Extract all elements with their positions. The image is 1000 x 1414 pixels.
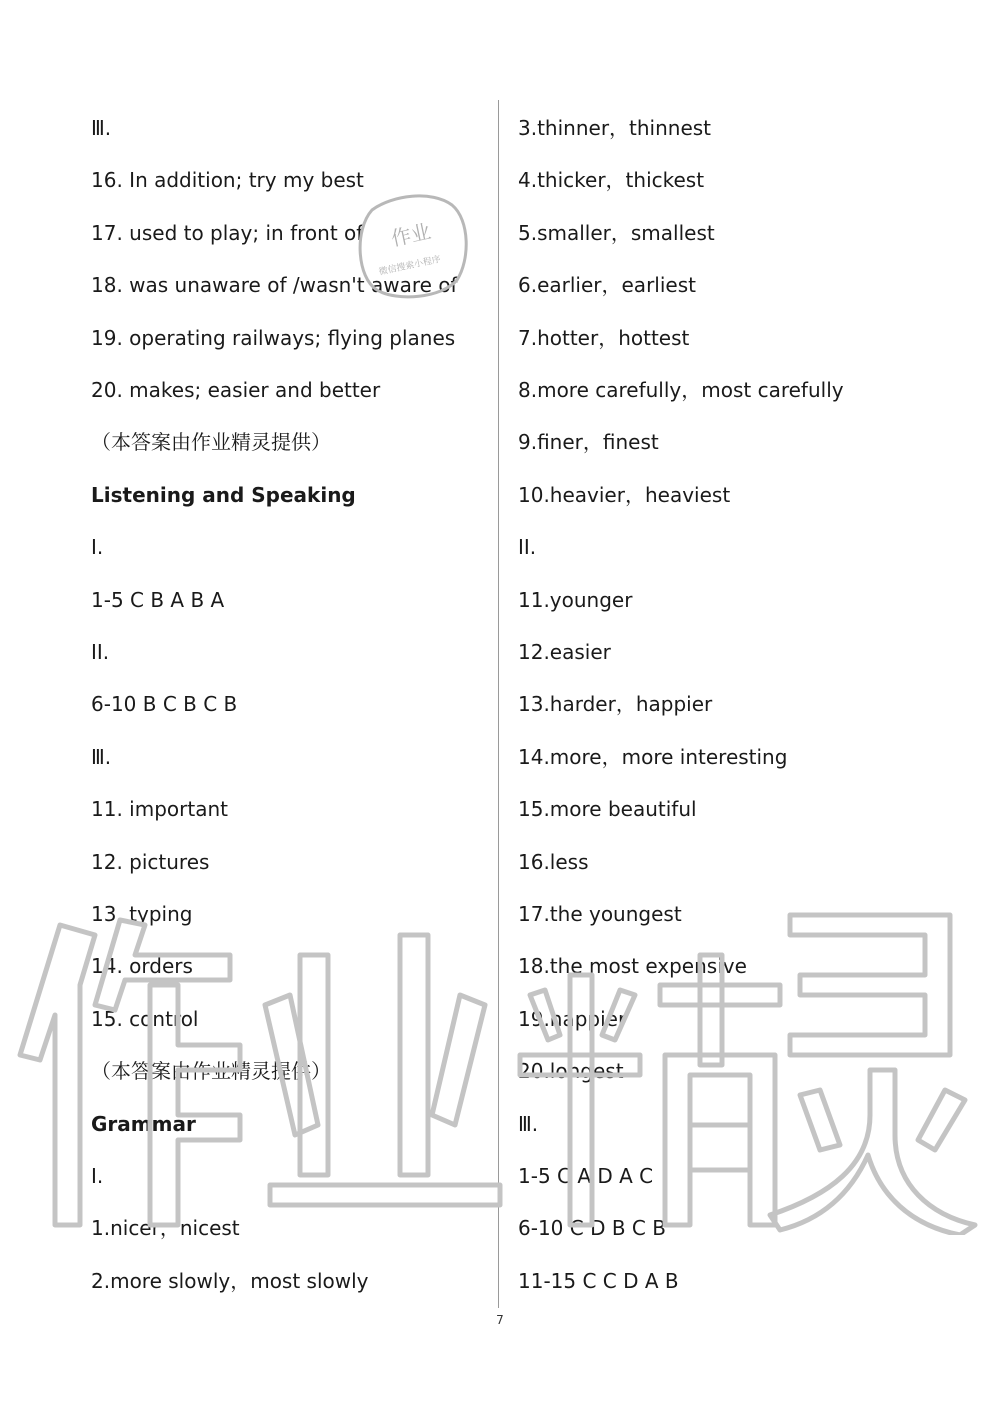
- answer-line: 10.heavier，heaviest: [518, 482, 731, 507]
- page-number: 7: [496, 1313, 504, 1327]
- answer-line: II.: [91, 640, 110, 664]
- answer-line: 20.longest: [518, 1059, 624, 1084]
- answer-line: 16. In addition; try my best: [91, 168, 364, 193]
- answer-line: 18.the most expensive: [518, 954, 747, 979]
- answer-line: Ⅲ.: [91, 116, 112, 140]
- answer-line: 1-5 C A D A C: [518, 1164, 654, 1188]
- answer-line: I.: [91, 535, 104, 560]
- answer-line: 12.easier: [518, 640, 611, 664]
- answer-line: 1.nicer，nicest: [91, 1216, 240, 1241]
- column-divider: [498, 100, 499, 1308]
- answer-line: I.: [91, 1164, 104, 1188]
- answer-line: 5.smaller，smallest: [518, 220, 715, 245]
- answer-line: 3.thinner，thinnest: [518, 116, 712, 140]
- answer-line: Ⅲ.: [518, 1111, 539, 1136]
- answer-line: 2.more slowly，most slowly: [91, 1268, 369, 1293]
- answer-line: 19.happier: [518, 1006, 627, 1031]
- answer-line: 17.the youngest: [518, 902, 682, 926]
- answer-line: 11. important: [91, 797, 228, 822]
- answer-line: 8.more carefully，most carefully: [518, 378, 844, 402]
- answer-line: 15.more beautiful: [518, 797, 697, 822]
- answer-line: 12. pictures: [91, 849, 210, 874]
- answer-line: 6.earlier，earliest: [518, 273, 696, 298]
- answer-line: 19. operating railways; flying planes: [91, 325, 456, 350]
- answer-line: 1-5 C B A B A: [91, 587, 225, 612]
- answer-line: 6-10 B C B C B: [91, 692, 238, 717]
- answer-line: 16.less: [518, 849, 589, 874]
- answer-line: 6-10 C D B C B: [518, 1216, 666, 1241]
- stamp-subtext: 微信搜索小程序: [378, 254, 442, 278]
- answer-line: （本答案由作业精灵提供）: [91, 430, 331, 455]
- answer-line: （本答案由作业精灵提供）: [91, 1059, 331, 1084]
- answer-line: 9.finer，finest: [518, 430, 659, 455]
- stamp-text: 作业: [388, 219, 433, 251]
- answer-line: 18. was unaware of /wasn't aware of: [91, 273, 458, 298]
- answer-line: 13. typing: [91, 902, 193, 926]
- answer-line: 15. control: [91, 1006, 199, 1031]
- answer-line: 13.harder，happier: [518, 692, 713, 717]
- answer-line: 14. orders: [91, 954, 193, 979]
- answer-line: 17. used to play; in front of: [91, 220, 364, 245]
- answer-line: 14.more，more interesting: [518, 744, 788, 769]
- section-heading: Grammar: [91, 1111, 196, 1136]
- answer-line: 11.younger: [518, 587, 633, 612]
- answer-line: 4.thicker，thickest: [518, 168, 705, 193]
- answer-line: 20. makes; easier and better: [91, 378, 381, 402]
- answer-line: II.: [518, 535, 537, 560]
- answer-line: Ⅲ.: [91, 744, 112, 769]
- answer-line: 7.hotter，hottest: [518, 325, 690, 350]
- answer-line: 11-15 C C D A B: [518, 1268, 679, 1293]
- section-heading: Listening and Speaking: [91, 482, 356, 507]
